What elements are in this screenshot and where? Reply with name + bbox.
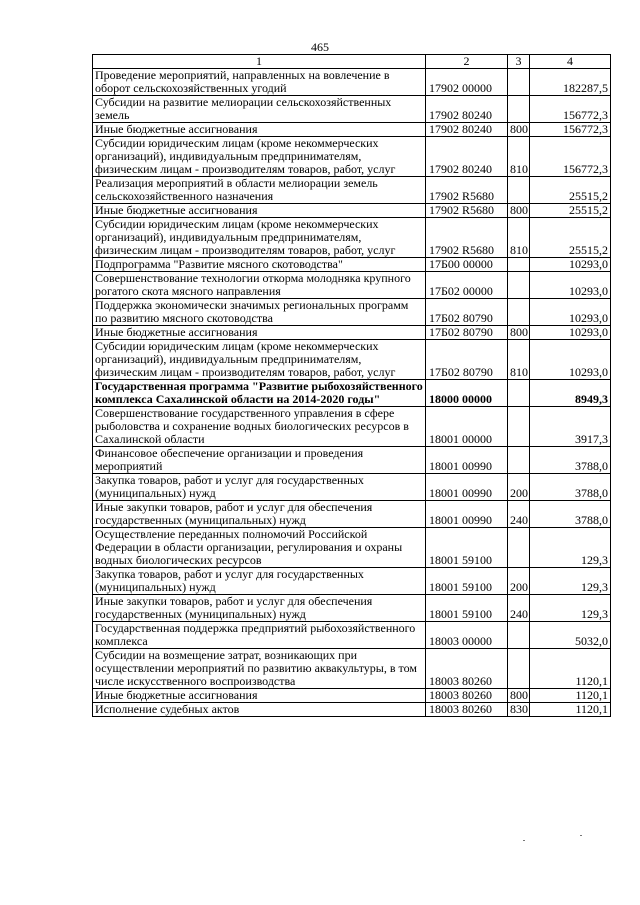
row-code-cell: 17Б00 00000 [426,258,508,272]
row-amount-cell: 5032,0 [530,622,611,649]
table-row [93,177,611,204]
row-code-cell: 17902 80240 [426,123,508,137]
row-kind-cell [508,258,530,272]
row-kind-cell: 240 [508,595,530,622]
table-row [93,218,611,258]
row-kind-cell [508,380,530,407]
row-code-cell: 18001 00990 [426,447,508,474]
row-code-cell: 17902 00000 [426,69,508,96]
row-code-cell: 18000 00000 [426,380,508,407]
row-kind-cell [508,649,530,689]
column-header-amount: 4 [530,55,611,69]
row-code-cell: 17902 80240 [426,96,508,123]
row-name-cell: Субсидии на развитие мелиорации сельскохозяйственных земель [93,96,426,123]
table-row [93,447,611,474]
row-amount-cell: 1120,1 [530,689,611,703]
row-amount-cell: 182287,5 [530,69,611,96]
row-amount-cell: 3788,0 [530,447,611,474]
row-amount-cell: 25515,2 [530,177,611,204]
row-code-cell: 18003 00000 [426,622,508,649]
row-amount-cell: 129,3 [530,568,611,595]
row-amount-cell: 10293,0 [530,326,611,340]
row-name-cell: Иные бюджетные ассигнования [93,326,426,340]
row-name-cell: Исполнение судебных актов [93,703,426,717]
row-code-cell: 18001 00990 [426,474,508,501]
row-name-cell: Совершенствование государственного управления в сфере рыболовства и сохранение водных биологических ресурсов в Сахалинской области [93,407,426,447]
table-body [93,69,611,717]
table-row [93,258,611,272]
row-name-cell: Совершенствование технологии откорма молодняка крупного рогатого скота мясного направления [93,272,426,299]
row-code-cell: 18003 80260 [426,649,508,689]
row-kind-cell [508,69,530,96]
row-name-cell: Подпрограмма "Развитие мясного скотоводства" [93,258,426,272]
row-kind-cell: 800 [508,326,530,340]
row-code-cell: 18001 00000 [426,407,508,447]
row-amount-cell: 25515,2 [530,204,611,218]
row-kind-cell: 200 [508,568,530,595]
row-kind-cell [508,177,530,204]
row-kind-cell [508,407,530,447]
row-name-cell: Иные закупки товаров, работ и услуг для обеспечения государственных (муниципальных) нужд [93,501,426,528]
scan-speck [523,840,525,841]
row-code-cell: 17Б02 80790 [426,340,508,380]
table-row [93,474,611,501]
row-amount-cell: 156772,3 [530,96,611,123]
row-kind-cell: 810 [508,340,530,380]
row-code-cell: 17902 R5680 [426,218,508,258]
row-code-cell: 17902 R5680 [426,177,508,204]
row-kind-cell [508,272,530,299]
table-row [93,123,611,137]
table-row [93,69,611,96]
row-code-cell: 18003 80260 [426,703,508,717]
row-name-cell: Иные закупки товаров, работ и услуг для обеспечения государственных (муниципальных) нужд [93,595,426,622]
row-name-cell: Иные бюджетные ассигнования [93,123,426,137]
page-number: 465 [311,40,329,54]
row-name-cell: Субсидии юридическим лицам (кроме некоммерческих организаций), индивидуальным предпринимателям, физическим лицам - производителям товаров, работ, услуг [93,137,426,177]
table-row [93,326,611,340]
row-code-cell: 17902 R5680 [426,204,508,218]
row-amount-cell: 10293,0 [530,340,611,380]
row-name-cell: Субсидии юридическим лицам (кроме некоммерческих организаций), индивидуальным предпринимателям, физическим лицам - производителям товаров, работ, услуг [93,340,426,380]
table-row [93,595,611,622]
table-row [93,380,611,407]
row-kind-cell [508,96,530,123]
table-row [93,299,611,326]
row-code-cell: 17Б02 80790 [426,326,508,340]
row-kind-cell: 800 [508,204,530,218]
row-name-cell: Закупка товаров, работ и услуг для государственных (муниципальных) нужд [93,568,426,595]
row-code-cell: 17Б02 00000 [426,272,508,299]
table-row [93,272,611,299]
table-row [93,204,611,218]
scan-speck [580,835,582,836]
table-row [93,528,611,568]
row-amount-cell: 1120,1 [530,649,611,689]
row-amount-cell: 25515,2 [530,218,611,258]
column-header-kind: 3 [508,55,530,69]
row-kind-cell: 810 [508,137,530,177]
row-name-cell: Осуществление переданных полномочий Российской Федерации в области организации, регулирования и охраны водных биологических ресурсов [93,528,426,568]
row-name-cell: Реализация мероприятий в области мелиорации земель сельскохозяйственного назначения [93,177,426,204]
row-name-cell: Субсидии юридическим лицам (кроме некоммерческих организаций), индивидуальным предпринимателям, физическим лицам - производителям товаров, работ, услуг [93,218,426,258]
row-kind-cell [508,622,530,649]
row-kind-cell [508,299,530,326]
table-row [93,689,611,703]
row-kind-cell [508,528,530,568]
table-row [93,137,611,177]
row-amount-cell: 156772,3 [530,137,611,177]
row-code-cell: 18001 59100 [426,568,508,595]
row-name-cell: Государственная программа "Развитие рыбохозяйственного комплекса Сахалинской области на 2014-2020 годы" [93,380,426,407]
row-kind-cell: 240 [508,501,530,528]
table-row [93,703,611,717]
row-amount-cell: 8949,3 [530,380,611,407]
row-name-cell: Проведение мероприятий, направленных на вовлечение в оборот сельскохозяйственных угодий [93,69,426,96]
row-code-cell: 18001 59100 [426,528,508,568]
row-amount-cell: 10293,0 [530,272,611,299]
row-kind-cell: 800 [508,123,530,137]
row-name-cell: Субсидии на возмещение затрат, возникающих при осуществлении мероприятий по развитию аквакультуры, в том числе искусственного воспроизводства [93,649,426,689]
row-amount-cell: 10293,0 [530,299,611,326]
row-name-cell: Государственная поддержка предприятий рыбохозяйственного комплекса [93,622,426,649]
column-header-code: 2 [426,55,508,69]
row-amount-cell: 3788,0 [530,501,611,528]
column-header-name: 1 [93,55,426,69]
row-amount-cell: 129,3 [530,595,611,622]
row-code-cell: 18003 80260 [426,689,508,703]
row-name-cell: Закупка товаров, работ и услуг для государственных (муниципальных) нужд [93,474,426,501]
row-kind-cell: 800 [508,689,530,703]
table-row [93,622,611,649]
row-kind-cell: 830 [508,703,530,717]
header-row [93,55,611,69]
table-row [93,649,611,689]
row-kind-cell: 200 [508,474,530,501]
table-row [93,568,611,595]
row-name-cell: Иные бюджетные ассигнования [93,204,426,218]
row-amount-cell: 10293,0 [530,258,611,272]
row-kind-cell [508,447,530,474]
budget-table [92,54,611,717]
row-name-cell: Иные бюджетные ассигнования [93,689,426,703]
row-code-cell: 18001 59100 [426,595,508,622]
table-header [93,55,611,69]
table-row [93,340,611,380]
row-name-cell: Поддержка экономически значимых региональных программ по развитию мясного скотоводства [93,299,426,326]
row-amount-cell: 1120,1 [530,703,611,717]
row-name-cell: Финансовое обеспечение организации и проведения мероприятий [93,447,426,474]
row-amount-cell: 3917,3 [530,407,611,447]
table-row [93,96,611,123]
row-amount-cell: 129,3 [530,528,611,568]
row-code-cell: 17902 80240 [426,137,508,177]
row-code-cell: 18001 00990 [426,501,508,528]
table-row [93,501,611,528]
row-amount-cell: 156772,3 [530,123,611,137]
row-kind-cell: 810 [508,218,530,258]
row-code-cell: 17Б02 80790 [426,299,508,326]
table-row [93,407,611,447]
row-amount-cell: 3788,0 [530,474,611,501]
